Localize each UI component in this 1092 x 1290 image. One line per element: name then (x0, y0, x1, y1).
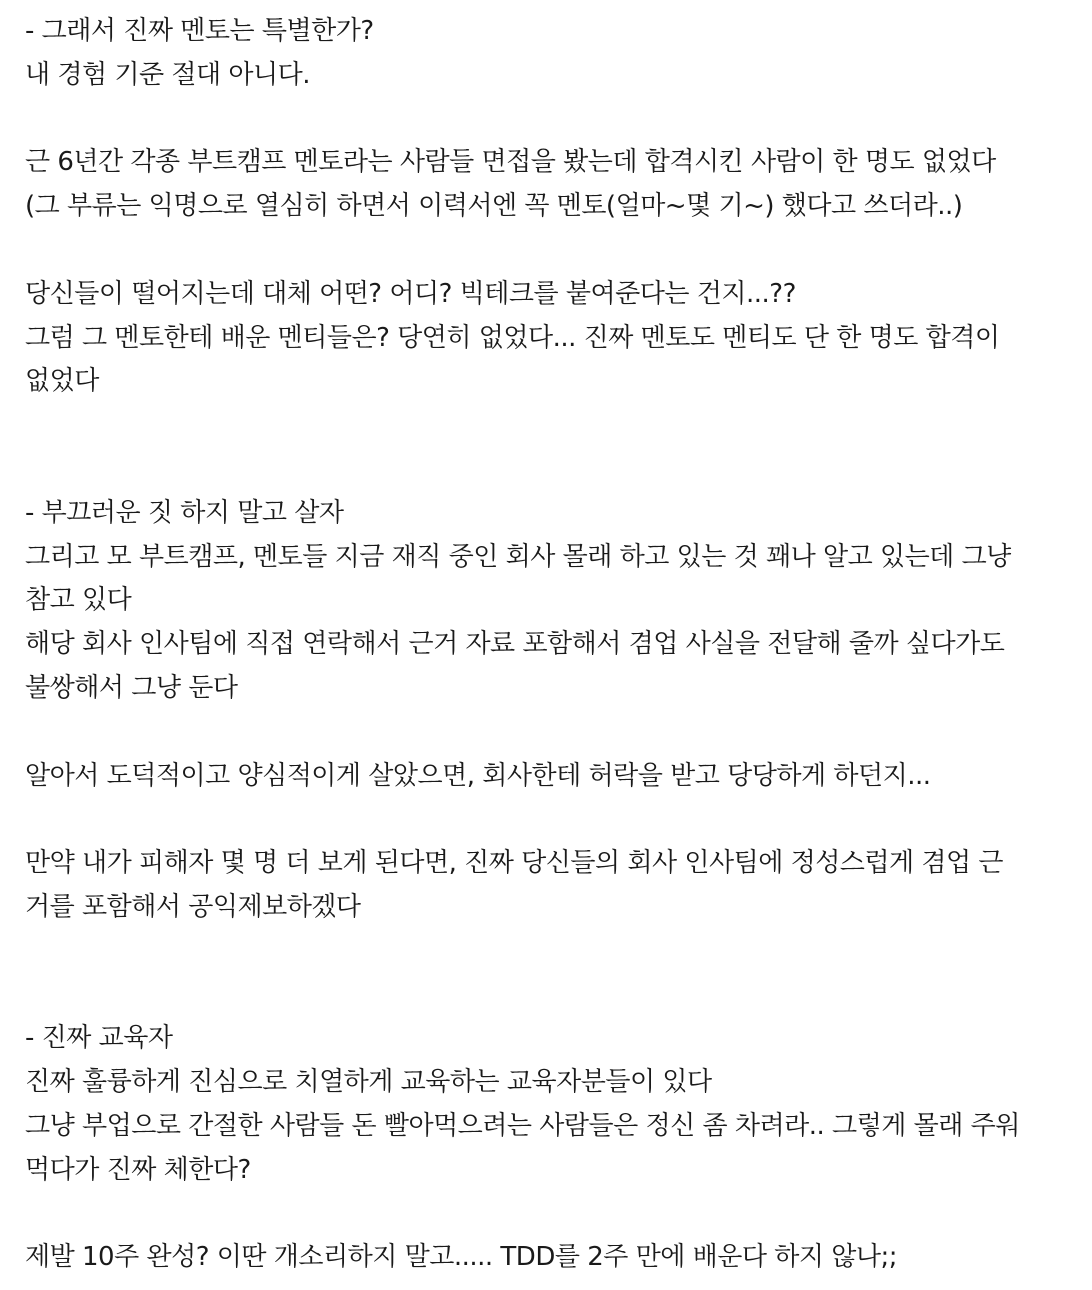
paragraph-line: 불쌍해서 그냥 둔다 (25, 672, 238, 703)
paragraph-line: 내 경험 기준 절대 아니다. (25, 59, 310, 90)
paragraph-line: 당신들이 떨어지는데 대체 어떤? 어디? 빅테크를 붙여준다는 건지...?? (25, 278, 796, 309)
paragraph-line: 거를 포함해서 공익제보하겠다 (25, 891, 361, 922)
paragraph-line: (그 부류는 익명으로 열심히 하면서 이력서엔 꼭 멘토(얼마~몇 기~) 했다고 쓰더라..) (25, 191, 963, 222)
blank-line (25, 711, 1085, 755)
post-body (25, 10, 1085, 1280)
blank-line (25, 229, 1085, 273)
paragraph-line: 그냥 부업으로 간절한 사람들 돈 빨아먹으려는 사람들은 정신 좀 차려라.. 그렇게 몰래 주워 (25, 1110, 1020, 1141)
blank-line (25, 798, 1085, 842)
paragraph-line: 그럼 그 멘토한테 배운 멘티들은? 당연히 없었다... 진짜 멘토도 멘티도 단 한 명도 합격이 (25, 322, 1000, 353)
blank-line (25, 1193, 1085, 1237)
section-heading-mentor: - 그래서 진짜 멘토는 특별한가? (25, 16, 374, 46)
blank-line (25, 404, 1085, 448)
blank-line (25, 974, 1085, 1018)
paragraph-line: 그리고 모 부트캠프, 멘토들 지금 재직 중인 회사 몰래 하고 있는 것 꽤나 알고 있는데 그냥 (25, 541, 1011, 572)
paragraph-line: 없었다 (25, 366, 99, 397)
section-heading-shame: - 부끄러운 짓 하지 말고 살자 (25, 497, 344, 528)
paragraph-line: 진짜 훌륭하게 진심으로 치열하게 교육하는 교육자분들이 있다 (25, 1067, 712, 1098)
blank-line (25, 930, 1085, 974)
paragraph-line: 해당 회사 인사팀에 직접 연락해서 근거 자료 포함해서 겸업 사실을 전달해 줄까 싶다가도 (25, 629, 1005, 660)
paragraph-line: 알아서 도덕적이고 양심적이게 살았으면, 회사한테 허락을 받고 당당하게 하던지... (25, 760, 931, 791)
blank-line (25, 448, 1085, 492)
paragraph-line: 만약 내가 피해자 몇 명 더 보게 된다면, 진짜 당신들의 회사 인사팀에 정성스럽게 겸업 근 (25, 848, 1004, 879)
paragraph-line: 근 6년간 각종 부트캠프 멘토라는 사람들 면접을 봤는데 합격시킨 사람이 한 명도 없었다 (25, 147, 996, 178)
paragraph-line: 제발 10주 완성? 이딴 개소리하지 말고..... TDD를 2주 만에 배운다 하지 않나;; (25, 1242, 898, 1273)
blank-line (25, 98, 1085, 142)
paragraph-line: 참고 있다 (25, 585, 132, 616)
paragraph-line: 먹다가 진짜 체한다? (25, 1154, 251, 1185)
section-heading-educator: - 진짜 교육자 (25, 1023, 173, 1054)
